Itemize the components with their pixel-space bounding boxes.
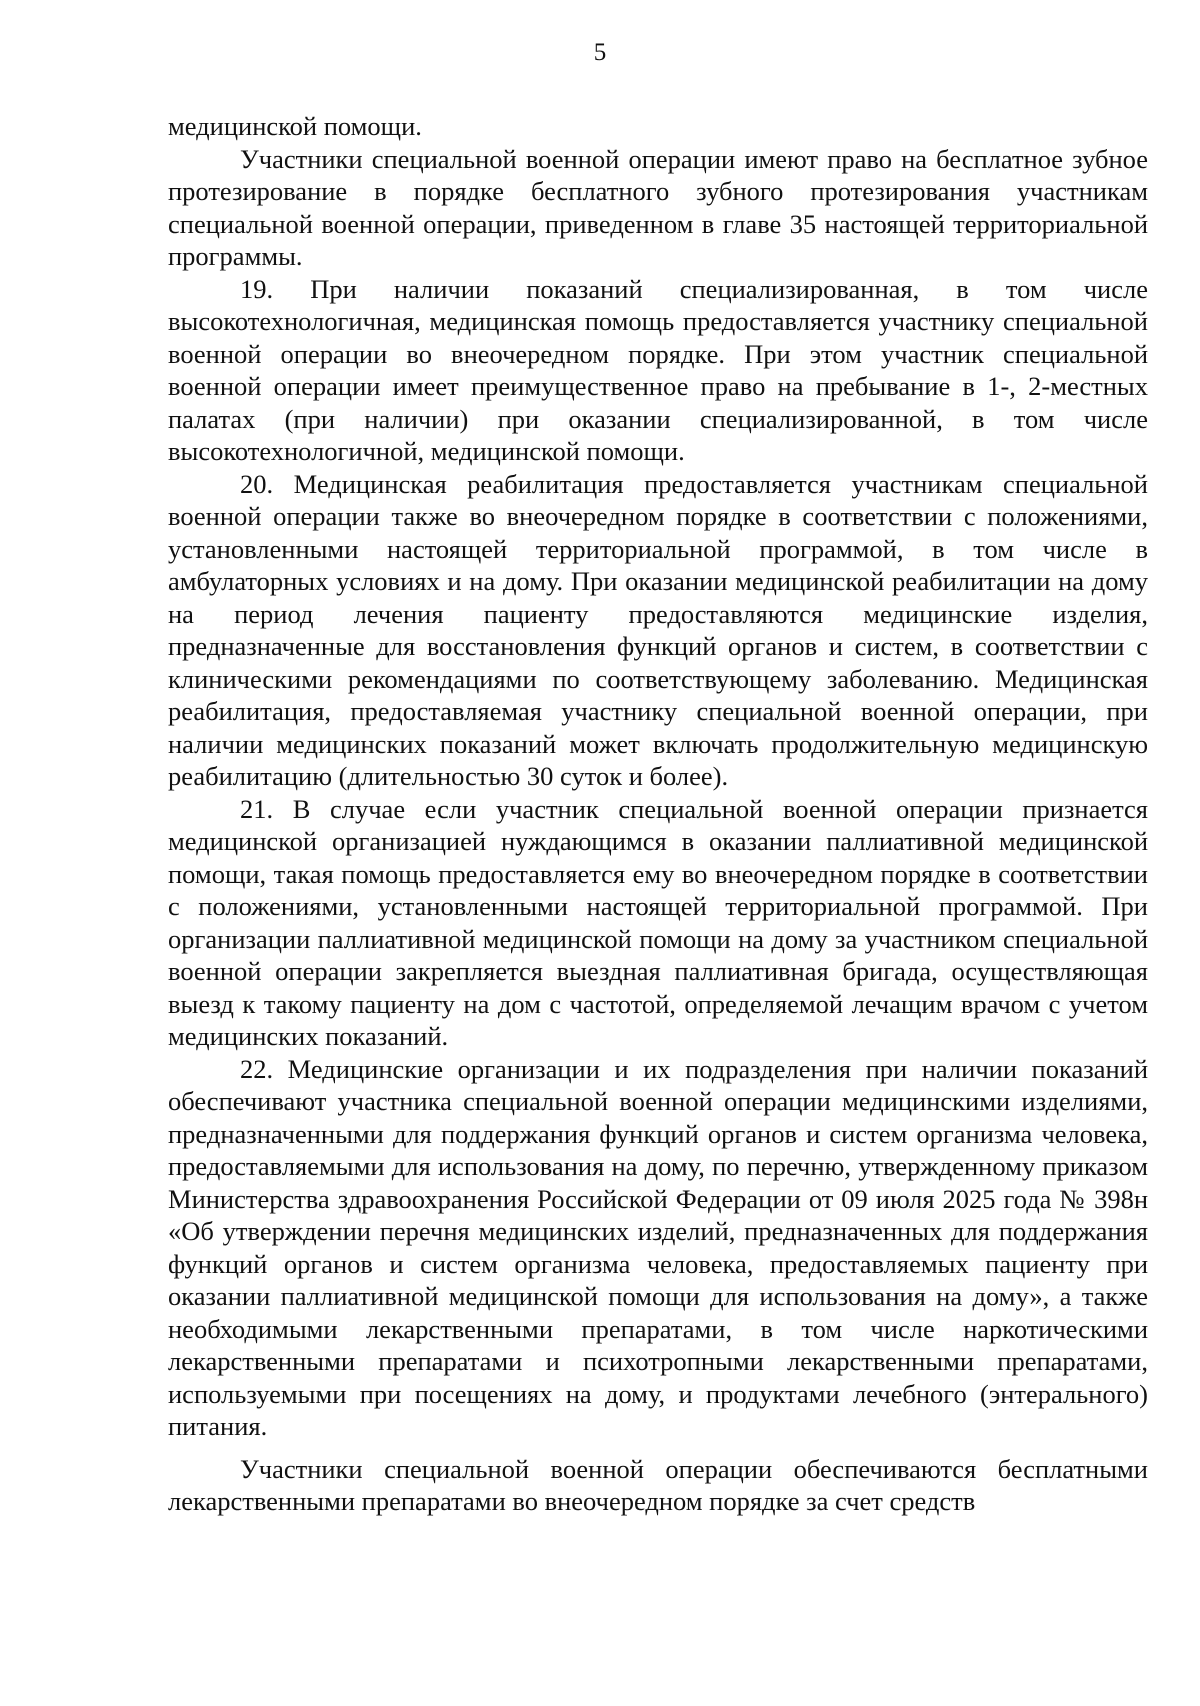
paragraph-continuation: медицинской помощи.: [168, 111, 422, 141]
paragraph-item-21: 21. В случае если участник специальной военной операции признается медицинской организацией нуждающимся в оказании паллиативной медицинской помощи, такая помощь предоставляется ему во внеочередном порядке в соответствии с положениями, установленными настоящей территориальной программой. При организации паллиативной медицинской помощи на дому за участником специальной военной операции закрепляется выездная паллиативная бригада, осуществляющая выезд к такому пациенту на дом с частотой, определяемой лечащим врачом с учетом медицинских показаний.: [168, 793, 1148, 1051]
page-number: 5: [593, 39, 607, 66]
paragraph-item-20: 20. Медицинская реабилитация предоставляется участникам специальной военной операции также во внеочередном порядке в соответствии с положениями, установленными настоящей территориальной программой, в том числе в амбулаторных условиях и на дому. При оказании медицинской реабилитации на дому на период лечения пациенту предоставляются медицинские изделия, предназначенные для восстановления функций органов и систем, в соответствии с клиническими рекомендациями по соответствующему заболеванию. Медицинская реабилитация, предоставляемая участнику специальной военной операции, при наличии медицинских показаний может включать продолжительную медицинскую реабилитацию (длительностью 30 суток и более).: [168, 468, 1148, 791]
document-body: [168, 110, 1148, 1518]
paragraph-dental-prosthetics: Участники специальной военной операции имеют право на бесплатное зубное протезирование в порядке бесплатного зубного протезирования участникам специальной военной операции, приведенном в главе 35 настоящей территориальной программы.: [168, 143, 1148, 271]
paragraph-item-19: 19. При наличии показаний специализированная, в том числе высокотехнологичная, медицинская помощь предоставляется участнику специальной военной операции во внеочередном порядке. При этом участник специальной военной операции имеет преимущественное право на пребывание в 1-, 2-местных палатах (при наличии) при оказании специализированной, в том числе высокотехнологичной, медицинской помощи.: [168, 273, 1148, 466]
paragraph-item-22: 22. Медицинские организации и их подразделения при наличии показаний обеспечивают участника специальной военной операции медицинскими изделиями, предназначенными для поддержания функций органов и систем организма человека, предоставляемыми для использования на дому, по перечню, утвержденному приказом Министерства здравоохранения Российской Федерации от 09 июля 2025 года № 398н «Об утверждении перечня медицинских изделий, предназначенных для поддержания функций органов и систем организма человека, предоставляемых пациенту при оказании паллиативной медицинской помощи для использования на дому», а также необходимыми лекарственными препаратами, в том числе наркотическими лекарственными препаратами и психотропными лекарственными препаратами, используемыми при посещениях на дому, и продуктами лечебного (энтерального) питания.: [168, 1053, 1148, 1441]
paragraph-medicines: Участники специальной военной операции обеспечиваются бесплатными лекарственными препаратами во внеочередном порядке за счет средств: [168, 1453, 1148, 1516]
